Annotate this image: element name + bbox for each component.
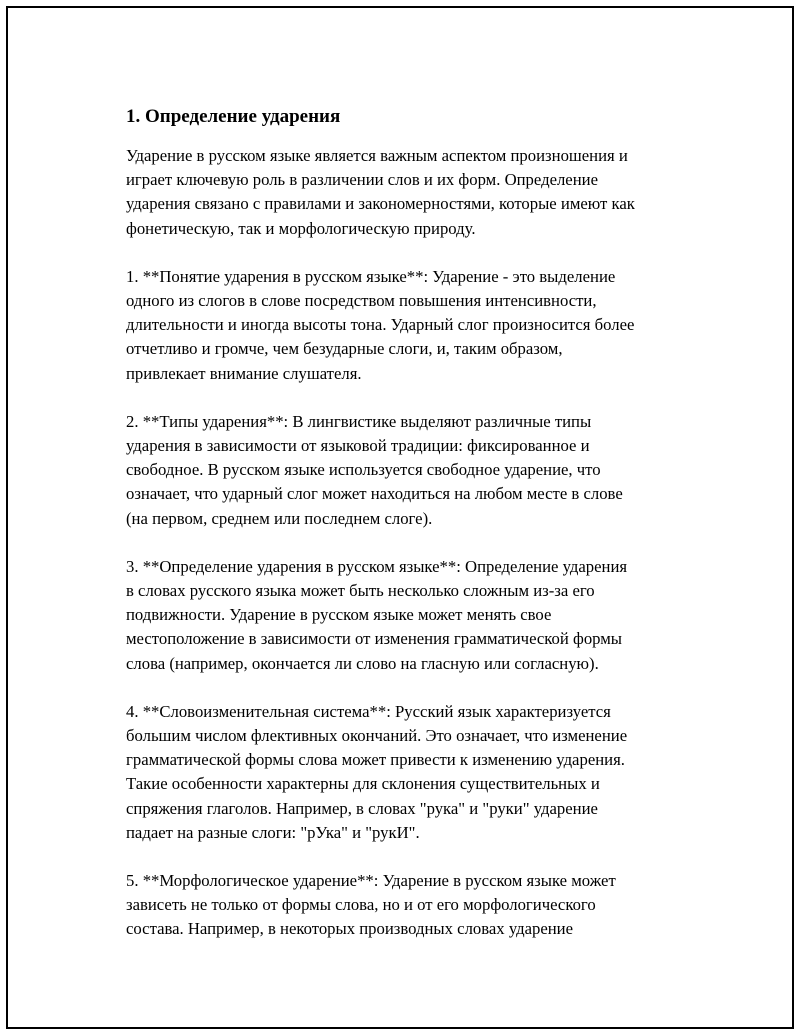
text-line: 4. **Словоизменительная система**: Русский язык характеризуется [126,701,611,721]
text-line: играет ключевую роль в различении слов и их форм. Определение [126,170,598,190]
text-line: отчетливо и громче, чем безударные слоги, и, таким образом, [126,339,563,359]
paragraph-morphological [126,869,696,942]
paragraph-definition [126,555,696,676]
text-line: 2. **Типы ударения**: В лингвистике выделяют различные типы [126,411,592,431]
paragraph-inflection [126,700,696,845]
intro-paragraph [126,144,696,241]
text-line: длительности и иногда высоты тона. Ударный слог произносится более [126,315,635,335]
page-frame [6,6,794,1029]
text-line: в словах русского языка может быть несколько сложным из-за его [126,581,595,601]
text-line: спряжения глаголов. Например, в словах "рука" и "руки" ударение [126,798,598,818]
text-line: фонетическую, так и морфологическую природу. [126,218,476,238]
text-line: означает, что ударный слог может находиться на любом месте в слове [126,484,623,504]
text-line: грамматической формы слова может привести к изменению ударения. [126,750,625,770]
text-line: падает на разные слоги: "рУка" и "рукИ". [126,822,420,842]
text-line: местоположение в зависимости от изменения грамматической формы [126,629,623,649]
text-line: Такие особенности характерны для склонения существительных и [126,774,600,794]
document-content [126,104,696,966]
text-line: 1. **Понятие ударения в русском языке**: Ударение - это выделение [126,266,616,286]
text-line: свободное. В русском языке используется свободное ударение, что [126,460,601,480]
text-line: 5. **Морфологическое ударение**: Ударение в русском языке может [126,871,616,891]
text-line: подвижности. Ударение в русском языке может менять свое [126,605,552,625]
text-line: слова (например, окончается ли слово на гласную или согласную). [126,653,599,673]
text-line: зависеть не только от формы слова, но и от его морфологического [126,895,596,915]
text-line: (на первом, среднем или последнем слоге). [126,508,433,528]
section-heading: 1. Определение ударения [126,106,341,127]
paragraph-types [126,410,696,531]
text-line: одного из слогов в слове посредством повышения интенсивности, [126,291,597,311]
paragraph-concept [126,265,696,386]
text-line: ударения связано с правилами и закономерностями, которые имеют как [126,194,635,214]
text-line: Ударение в русском языке является важным аспектом произношения и [126,146,628,165]
text-line: состава. Например, в некоторых производных словах ударение [126,919,574,939]
text-line: большим числом флективных окончаний. Это означает, что изменение [126,726,628,746]
text-line: ударения в зависимости от языковой традиции: фиксированное и [126,436,590,456]
text-line: 3. **Определение ударения в русском языке**: Определение ударения [126,556,628,576]
text-line: привлекает внимание слушателя. [126,363,362,383]
